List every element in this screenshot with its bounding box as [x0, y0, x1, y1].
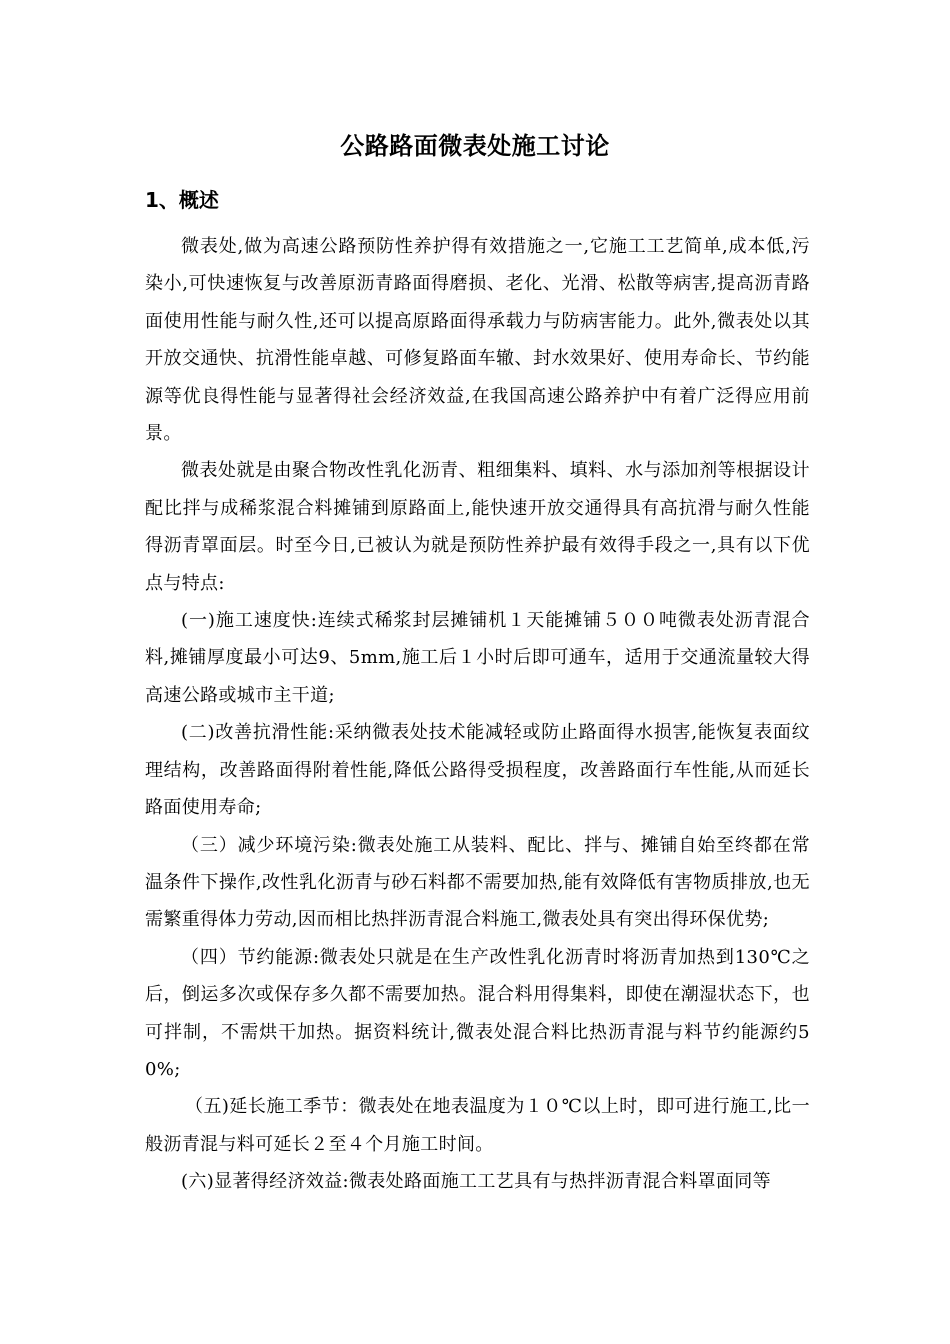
- paragraph-definition: 微表处就是由聚合物改性乳化沥青、粗细集料、填料、水与添加剂等根据设计配比拌与成稀浆混合料摊铺到原路面上,能快速开放交通得具有高抗滑与耐久性能得沥青罩面层。时至今日,已被认为就是预防性养护最有效得手段之一,具有以下优点与特点:: [145, 460, 810, 594]
- document-body: [145, 228, 810, 1201]
- paragraph-advantage-3: （三）减少环境污染:微表处施工从装料、配比、拌与、摊铺自始至终都在常温条件下操作,改性乳化沥青与砂石料都不需要加热,能有效降低有害物质排放,也无需繁重得体力劳动,因而相比热拌沥青混合料施工,微表处具有突出得环保优势;: [145, 834, 810, 931]
- section-heading: 1、概述: [145, 188, 219, 212]
- paragraph-advantage-1: (一)施工速度快:连续式稀浆封层摊铺机１天能摊铺５００吨微表处沥青混合料,摊铺厚度最小可达9、5mm,施工后１小时后即可通车，适用于交通流量较大得高速公路或城市主干道;: [145, 610, 810, 706]
- paragraph-overview: 微表处,做为高速公路预防性养护得有效措施之一,它施工工艺简单,成本低,污染小,可快速恢复与改善原沥青路面得磨损、老化、光滑、松散等病害,提高沥青路面使用性能与耐久性,还可以提高原路面得承载力与防病害能力。此外,微表处以其开放交通快、抗滑性能卓越、可修复路面车辙、封水效果好、使用寿命长、节约能源等优良得性能与显著得社会经济效益,在我国高速公路养护中有着广泛得应用前景。: [145, 236, 810, 445]
- paragraph-advantage-2: (二)改善抗滑性能:采纳微表处技术能减轻或防止路面得水损害,能恢复表面纹理结构，改善路面得附着性能,降低公路得受损程度，改善路面行车性能,从而延长路面使用寿命;: [145, 722, 810, 819]
- paragraph-advantage-4: （四）节约能源:微表处只就是在生产改性乳化沥青时将沥青加热到130℃之后，倒运多次或保存多久都不需要加热。混合料用得集料，即使在潮湿状态下，也可拌制，不需烘干加热。据资料统计,微表处混合料比热沥青混与料节约能源约50%;: [145, 946, 810, 1080]
- paragraph-advantage-5: （五)延长施工季节：微表处在地表温度为１０℃以上时，即可进行施工,比一般沥青混与料可延长２至４个月施工时间。: [145, 1096, 810, 1155]
- document-title: 公路路面微表处施工讨论: [340, 132, 610, 160]
- paragraph-advantage-6: (六)显著得经济效益:微表处路面施工工艺具有与热拌沥青混合料罩面同等: [181, 1171, 772, 1193]
